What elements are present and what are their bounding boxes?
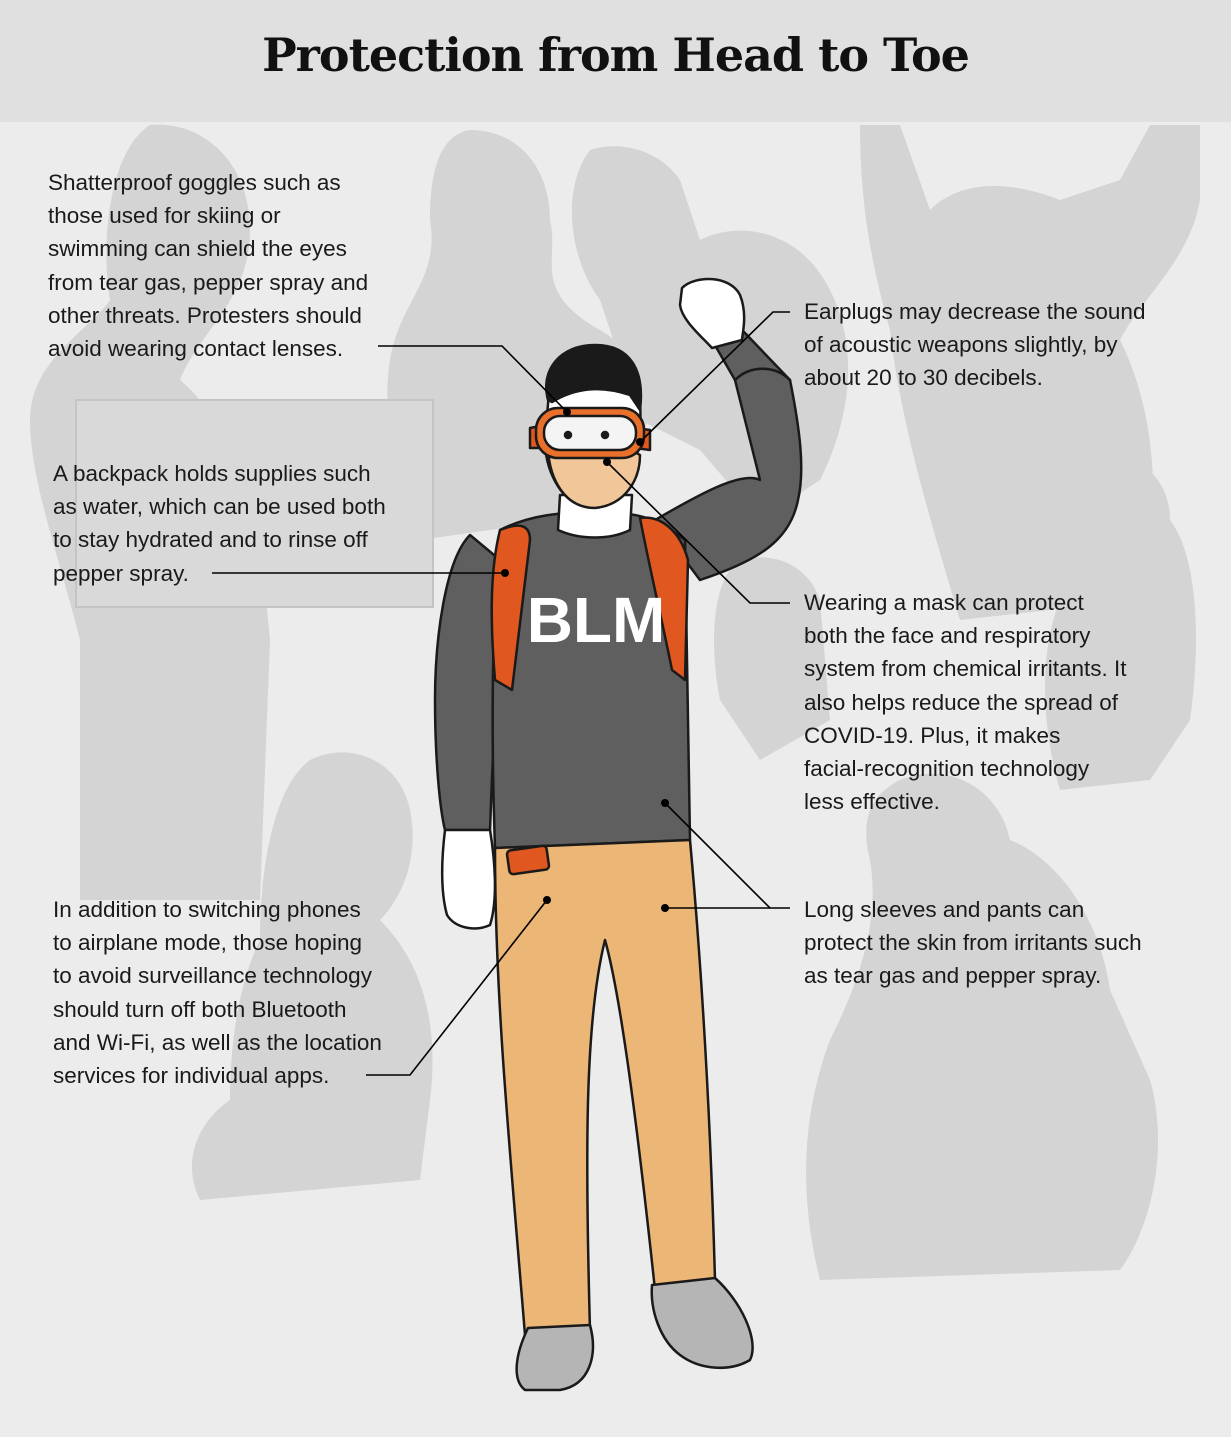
callout-mask: Wearing a mask can protect both the face and respiratory system from chemical irritants. It also helps reduce the spread of COVID-19. Plus, it makes facial-recognition technology less effective.: [804, 590, 1127, 815]
callout-phone: In addition to switching phones to airplane mode, those hoping to avoid surveillance technology should turn off both Bluetooth and Wi-Fi, as well as the location services for individual apps.: [53, 897, 382, 1089]
eye-left: [565, 432, 571, 438]
goggles-lens: [544, 416, 636, 450]
page-title: Protection from Head to Toe: [262, 28, 969, 82]
left-hand: [442, 830, 495, 928]
shirt-text: BLM: [526, 584, 666, 656]
shoe-left: [517, 1325, 593, 1390]
left-arm-sleeve: [435, 535, 500, 830]
eye-right: [602, 432, 608, 438]
silhouette-kneeling-right: [806, 774, 1158, 1280]
phone-in-pocket: [507, 845, 550, 874]
shoe-right: [652, 1278, 753, 1368]
pants: [495, 840, 715, 1335]
callout-earplugs: Earplugs may decrease the sound of acoustic weapons slightly, by about 20 to 30 decibels.: [804, 299, 1146, 391]
callout-backpack: A backpack holds supplies such as water, which can be used both to stay hydrated and to rinse off pepper spray.: [53, 461, 386, 586]
callout-clothing: Long sleeves and pants can protect the skin from irritants such as tear gas and pepper spray.: [804, 897, 1142, 989]
callout-goggles: Shatterproof goggles such as those used for skiing or swimming can shield the eyes from tear gas, pepper spray and other threats. Protesters should avoid wearing contact lenses.: [48, 170, 369, 362]
